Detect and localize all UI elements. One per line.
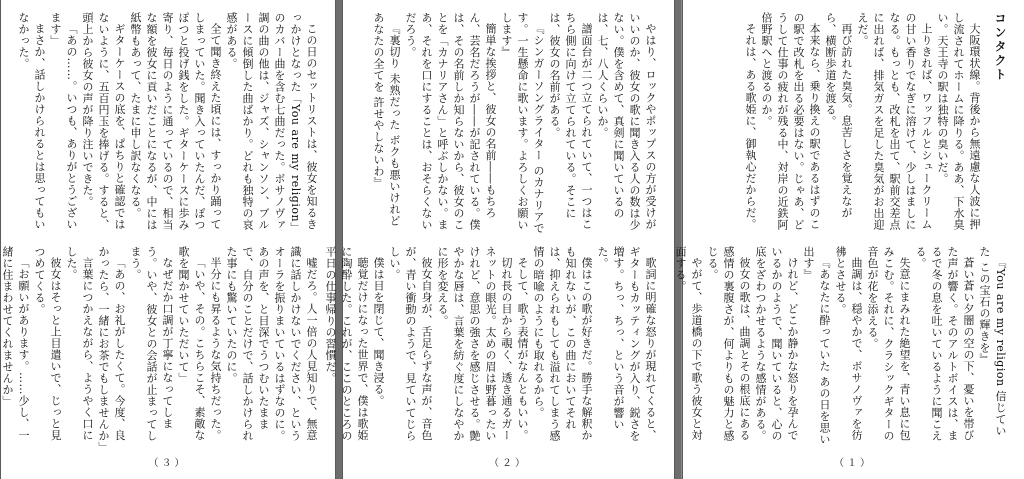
paragraph: やがて、歩道橋の下で歌う彼女と対面する。	[674, 246, 703, 441]
paragraph: 半分にも昇るような気持ちだった。	[209, 257, 222, 441]
paragraph: 全て聞き終えた頃には、すっかり踊ってしまっていた。聞き入っていたんだ、ぽつぽつと投げ銭をした。ギターケースに歩み寄り、毎日のように通っているので、相当な額を彼女に貢いだことになるが、中には紙幣もあって、たまに申し訳なくなる。	[129, 12, 222, 231]
paragraph: 再び訪れた臭気。息苦しさを覚えながら、横断歩道を渡る。	[824, 12, 853, 219]
paragraph: 蒼い蒼い夕闇の空の下、憂いを帯びた声が響く。そのアルトボイスは、まるで冬の息を吐いているように聞こえる。	[914, 246, 975, 442]
paragraph: 『You are my religion 信じていた この宝石の輝きを』	[978, 246, 1007, 437]
paragraph: 譜面台が二つ立てられていて、一つはこちら側に向けて立てられている。そこには、彼女の名前がある。	[548, 12, 593, 230]
paragraph: 嘘だろ。人一倍の人見知りで、無意識に話しかけないでください、というオーラを振りまいているはずなのに。あの声を、と目深でうつむいたままで、自分のことだけで、話しかけられた事にも驚いていたのに。	[225, 246, 318, 442]
paragraph: 「お願いがあります。……少し、一緒に住まわせてくれませんか」	[1, 246, 30, 441]
paragraph: 僕は目を閉じて、聞き浸る。	[372, 257, 385, 407]
paragraph: 「いや、その。こちらこそ、素敵な歌を聞かせていただいて」	[177, 246, 206, 441]
paragraph: 失意にまみれた絶望を、青い息に包みこむ。それに、クラシックギターの音色が花を添える。	[866, 246, 911, 442]
paragraph: 『裏切り 未熟だった ボクも悪いけれど あなたの全てを 許せやしないわ』	[372, 12, 401, 227]
page-1-bottom-block	[674, 246, 1024, 448]
paragraph: 「あの……。いつも、ありがとうございます」	[49, 12, 78, 230]
paragraph: けれど、どこか静かな怒りを孕んでいるかのようで、聞いていると、心の底をざわつかせるような感情がある。	[754, 246, 799, 442]
paragraph: 言葉につかえながら、ようやく口にした。	[65, 246, 94, 441]
page-1	[674, 0, 1024, 479]
paragraph: なぜだか口調が丁寧になってしまう。いや、彼女との会話が止まってしまう。	[129, 246, 174, 442]
paragraph: 大阪環状線。背後から無遠慮な人波に押し流されてホームに降りる。ああ、下水臭い。天王寺の駅は独特の臭いだ。	[936, 12, 981, 231]
paragraph: 聴覚だけになった世界で、僕は歌姫に陶酔した。これが、ここのところの平日の仕事帰りの習慣だ。	[324, 246, 369, 442]
page-2	[324, 0, 675, 479]
paragraph: まさか、話しかけられるとは思ってもいなかった。	[17, 12, 46, 230]
paragraph: それは、ある歌姫に、御執心だからだ。	[744, 23, 757, 230]
paragraph: 歌詞に明確な怒りが現れてくると、ギターもカッティングが入り、鋭さを増す。ちっ、ちっ、という音が響いた。	[596, 246, 657, 442]
page-1-top-block	[683, 12, 1024, 234]
paragraph: 彼女自身が、舌足らずな声が、音色が、青い衝動のようで、見ていてじらしい。	[388, 246, 433, 442]
paragraph: やはり、ロックやポップスの方が受けがいいのか、彼女の歌に聞き入る人の数は少ない。僕を含めて、真剣に聞いているのは、七、八人くらいか。	[596, 12, 657, 231]
chapter-title: コンタクト	[993, 12, 1007, 82]
paragraph: 本来なら、乗り換えの駅であるはずのこの駅で改札を出る必要はない。じゃあ、どうして仕事の疲れが残る中、対岸の近鉄阿倍野駅へと渡るのか。	[760, 12, 821, 231]
page-number: （１）	[834, 458, 873, 469]
page-3	[0, 0, 336, 479]
paragraph: 切れ長の目から覗く、透き通るガーネットの眼光。太めの眉は野暮ったいけれど、意思の強さを感じさせる。艶やかな唇は、言葉を紡ぐ度にしなやかに形を変える。	[436, 246, 513, 442]
paragraph: 『あなたに酔っていた あの日を思い出す』	[802, 246, 831, 445]
page-number: （２）	[489, 458, 528, 469]
page-number: （３）	[148, 458, 188, 469]
paragraph: 曲調は、穏やかで、ボサノヴァを彷彿とさせる。	[834, 246, 863, 441]
paragraph: そして、歌う表情がなんともいい。	[516, 257, 529, 441]
page-2-top-block	[343, 12, 674, 234]
page-3-bottom-block	[1, 246, 335, 453]
page-2-bottom-block	[324, 246, 674, 448]
page-3-top-block	[1, 12, 335, 234]
paragraph: ギターケースの底を、ぱちりと確認ではないように、五百円玉を捧げる。すると、頭上から彼女の声が降り注いできた。	[81, 12, 126, 231]
paragraph: 彼女はそっと上目遣いで、じっと見つめてくる。	[33, 246, 62, 441]
paragraph: 彼女の歌は、曲調とその根底にある感情の裏腹さが、何よりもの魅力と感じる。	[706, 246, 751, 442]
paragraph: 『シンガーソングライター のカナリアです。一生懸命に歌います。よろしくお願いします』	[500, 12, 545, 234]
paragraph: 僕はこの歌が好きだ。勝手な解釈かも知れないが、この曲においてそれは、抑えられもしても溢れてしまう感情の暗喩のようにも取れるから。	[532, 246, 593, 442]
paragraph: 簡単な挨拶と、彼女の名前――もちろん、芸名だろうが――が記されている。僕は、その名前しか知らないから、彼女のことを「カナリアさん」と呼ぶしかない。まあ、それを口にすることは、おそらくないだろう。	[404, 12, 497, 231]
paragraph: この日のセットリストは、彼女を知るきっかけとなった「You are my religion」のカバー曲を含む七曲だった。ボサノヴァ調の曲の他は、ジャズ、シャンソン、ブルースに傾倒した曲ばかり。どれも独特の哀感がある。	[225, 12, 318, 234]
paragraph: 上りきれば、ワッフルとシュークリームの甘い香りでなぎに溶けて、少しはましになる。もっとも、改札を出て、駅前交差点に出れば、排気ガスを足した臭気がお出迎えだ。	[856, 12, 933, 231]
paragraph: 「あの、お礼がしたくて。今度、良かったら、一緒にお茶でもしませんか」	[97, 246, 126, 453]
